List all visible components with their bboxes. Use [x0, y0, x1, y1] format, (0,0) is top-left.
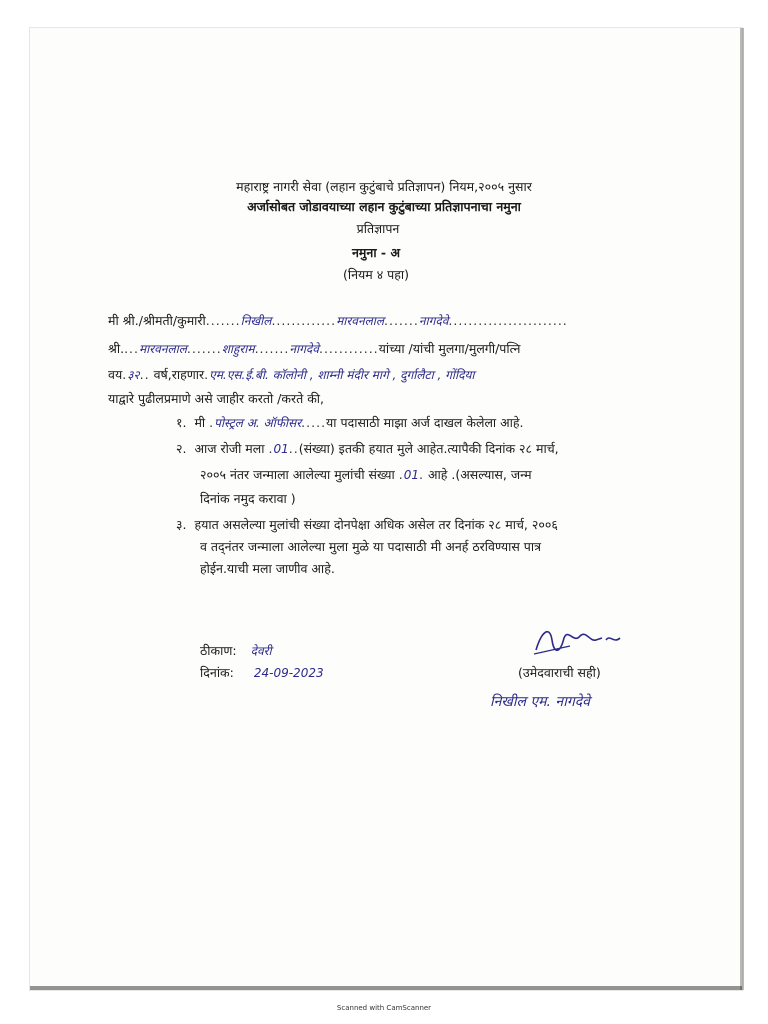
place-row [200, 642, 272, 659]
item-2-prefix: आज रोजी मला [194, 441, 265, 456]
page-bottom-shadow [30, 986, 742, 990]
item-3-line-3: होईन.याची मला जाणीव आहे. [200, 561, 335, 576]
name-line: मी श्री./श्रीमती/कुमारी.......निखील.............मारवनलाल.......नागदेवे........................ [108, 313, 568, 328]
signature-scribble [530, 620, 630, 660]
age-prefix: वय [108, 367, 123, 382]
item-2: २. आज रोजी मला .01..(संख्या) इतकी हयात मुले आहेत.त्यापैकी दिनांक २८ मार्च, [176, 441, 559, 456]
name-middle: मारवनलाल [336, 314, 384, 328]
item-2-count: 01 [273, 442, 289, 456]
father-prefix: श्री. [108, 341, 125, 356]
signed-name: निखील एम. नागदेवे [490, 694, 590, 710]
age-suffix: वर्ष,राहणार [153, 367, 205, 382]
item-3-number: ३. [176, 517, 187, 532]
place-label: ठीकाण: [200, 643, 237, 658]
name-last: नागदेवे [418, 314, 449, 328]
scanner-watermark: Scanned with CamScanner [336, 1004, 432, 1012]
signature-caption: (उमेदवाराची सही) [518, 665, 601, 680]
father-last: नागदेवे [289, 342, 319, 356]
father-middle: शाहुराम [221, 342, 255, 356]
item-2-suffix: (संख्या) इतकी हयात मुले आहेत.त्यापैकी दिनांक २८ मार्च, [298, 441, 559, 456]
item-2-line-2-prefix: २००५ नंतर जन्माला आलेल्या मुलांची संख्या [200, 467, 395, 482]
header-line-1: महाराष्ट्र नागरी सेवा (लहान कुटुंबाचे प्रतिज्ञापन) नियम,२००५ नुसार [236, 179, 532, 194]
document-page [30, 28, 742, 990]
item-2-line-3: दिनांक नमुद करावा ) [200, 491, 296, 506]
page-edge-shadow [740, 28, 744, 990]
name-prefix: मी श्री./श्रीमती/कुमारी [108, 313, 206, 328]
item-1: १. मी .पोस्ट्रल अ. ऑफीसर.....या पदासाठी माझा अर्ज दाखल केलेला आहे. [176, 415, 524, 430]
item-2-line-2-count: 01 [403, 468, 420, 482]
date-row [200, 664, 324, 681]
item-2-line-2: २००५ नंतर जन्माला आलेल्या मुलांची संख्या .01. आहे .(असल्यास, जन्म [200, 467, 532, 482]
item-3-line-2: व तद्नंतर जन्माला आलेल्या मुला मुळे या पदासाठी मी अनर्ह ठरविण्यास पात्र [200, 539, 542, 554]
item-1-prefix: मी [194, 415, 206, 430]
item-3 [176, 516, 558, 533]
header-line-5: (नियम ४ पहा) [342, 267, 410, 282]
father-first: मारवनलाल [138, 342, 187, 356]
header-line-2: अर्जासोबत जोडावयाच्या लहान कुटुंबाच्या प्रतिज्ञापनाचा नमुना [247, 199, 521, 214]
item-1-suffix: या पदासाठी माझा अर्ज दाखल केलेला आहे. [326, 415, 524, 430]
item-2-number: २. [176, 441, 187, 456]
relation-suffix: यांच्या /यांची मुलगा/मुलगी/पत्नि [378, 341, 521, 356]
place-value: देवरी [250, 644, 272, 658]
date-label: दिनांक: [200, 665, 234, 680]
header-line-3: प्रतिज्ञापन [356, 221, 400, 236]
age-value: ३२ [127, 368, 140, 382]
item-3-line-1: हयात असलेल्या मुलांची संख्या दोनपेक्षा अधिक असेल तर दिनांक २८ मार्च, २००६ [194, 517, 558, 532]
father-line: श्री....मारवनलाल.......शाहुराम.......नागदेवे............यांच्या /यांची मुलगा/मुलगी/पत्नि [108, 341, 521, 356]
declaration-line: याद्वारे पुढीलप्रमाणे असे जाहीर करतो /करते की, [108, 391, 325, 406]
date-value: 24-09-2023 [253, 666, 324, 680]
item-1-post: पोस्ट्रल अ. ऑफीसर [214, 416, 302, 430]
header-line-4: नमुना - अ [351, 245, 401, 260]
item-1-number: १. [176, 415, 187, 430]
item-2-line-2-suffix: आहे .(असल्यास, जन्म [428, 467, 532, 482]
age-address-line: वय.३२.. वर्ष,राहणार.एम.एस.ई.बी. कॉलोनी , शाम्नी मंदीर मागे , दुर्गालैटा , गोंदिया [108, 367, 475, 382]
address-value: एम.एस.ई.बी. कॉलोनी , शाम्नी मंदीर मागे , दुर्गालैटा , गोंदिया [209, 368, 475, 382]
name-first: निखील [240, 314, 272, 328]
